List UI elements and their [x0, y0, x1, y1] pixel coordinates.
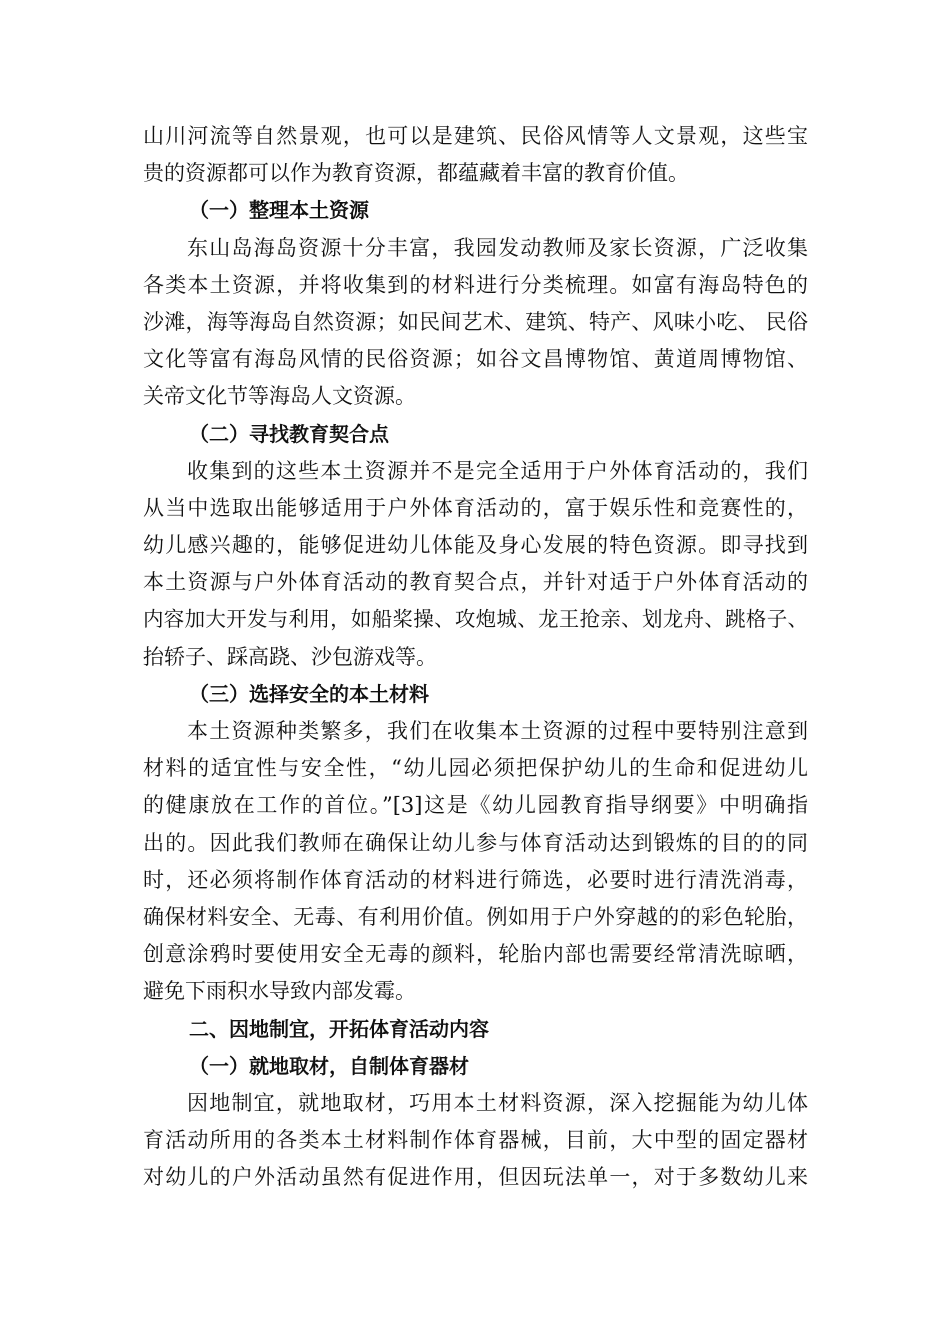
text-line: 育活动所用的各类本土材料制作体育器械，目前，大中型的固定器材 [143, 1128, 808, 1153]
text-line: 因地制宜，就地取材，巧用本土材料资源，深入挖掘能为幼儿体 [187, 1090, 808, 1115]
text-line: 本土资源种类繁多，我们在收集本土资源的过程中要特别注意到 [187, 719, 808, 743]
section-heading: （二）寻找教育契合点 [189, 421, 389, 446]
text-line: 各类本土资源，并将收集到的材料进行分类梳理。如富有海岛特色的 [143, 272, 808, 297]
text-line: 对幼儿的户外活动虽然有促进作用，但因玩法单一，对于多数幼儿来 [143, 1165, 808, 1190]
text-line: 山川河流等自然景观，也可以是建筑、民俗风情等人文景观，这些宝 [143, 124, 808, 148]
paragraph [143, 713, 808, 1011]
text-line: 避免下雨积水导致内部发霉。 [143, 979, 416, 1004]
text-line: 确保材料安全、无毒、有利用价值。例如用于户外穿越的的彩色轮胎， [143, 904, 808, 929]
text-line: 时，还必须将制作体育活动的材料进行筛选，必要时进行清洗消毒， [143, 867, 808, 892]
section-heading: （一）整理本土资源 [189, 198, 369, 223]
text-line: 的健康放在工作的首位。”[3]这是《幼儿园教育指导纲要》中明确指 [143, 793, 808, 818]
text-line: 收集到的这些本土资源并不是完全适用于户外体育活动的，我们 [187, 458, 808, 483]
paragraph [143, 1085, 808, 1197]
chapter-heading: 二、因地制宜，开拓体育活动内容 [189, 1016, 489, 1041]
paragraph [143, 118, 808, 192]
text-line: 幼儿感兴趣的，能够促进幼儿体能及身心发展的特色资源。即寻找到 [143, 533, 808, 558]
text-line: 东山岛海岛资源十分丰富，我园发动教师及家长资源，广泛收集 [187, 235, 808, 260]
section-heading: （三）选择安全的本土材料 [189, 681, 429, 706]
paragraph [143, 453, 808, 676]
text-line: 文化等富有海岛风情的民俗资源；如谷文昌博物馆、黄道周博物馆、 [143, 347, 808, 372]
text-line: 贵的资源都可以作为教育资源，都蕴藏着丰富的教育价值。 [143, 161, 689, 186]
text-line: 出的。因此我们教师在确保让幼儿参与体育活动达到锻炼的目的的同 [143, 830, 808, 855]
document-page [143, 118, 808, 1196]
section-heading: （一）就地取材，自制体育器材 [189, 1053, 469, 1078]
text-line: 沙滩，海等海岛自然资源；如民间艺术、建筑、特产、风味小吃、 民俗 [143, 309, 808, 334]
text-line: 关帝文化节等海岛人文资源。 [143, 384, 416, 409]
text-line: 内容加大开发与利用，如船桨操、攻炮城、龙王抢亲、划龙舟、跳格子、 [143, 607, 808, 632]
text-line: 材料的适宜性与安全性，“幼儿园必须把保护幼儿的生命和促进幼儿 [143, 756, 808, 781]
text-line: 抬轿子、踩高跷、沙包游戏等。 [143, 644, 437, 669]
paragraph [143, 230, 808, 416]
text-line: 本土资源与户外体育活动的教育契合点，并针对适于户外体育活动的 [143, 570, 808, 595]
text-line: 创意涂鸦时要使用安全无毒的颜料，轮胎内部也需要经常清洗晾晒， [143, 942, 808, 967]
text-line: 从当中选取出能够适用于户外体育活动的，富于娱乐性和竞赛性的， [143, 495, 808, 520]
